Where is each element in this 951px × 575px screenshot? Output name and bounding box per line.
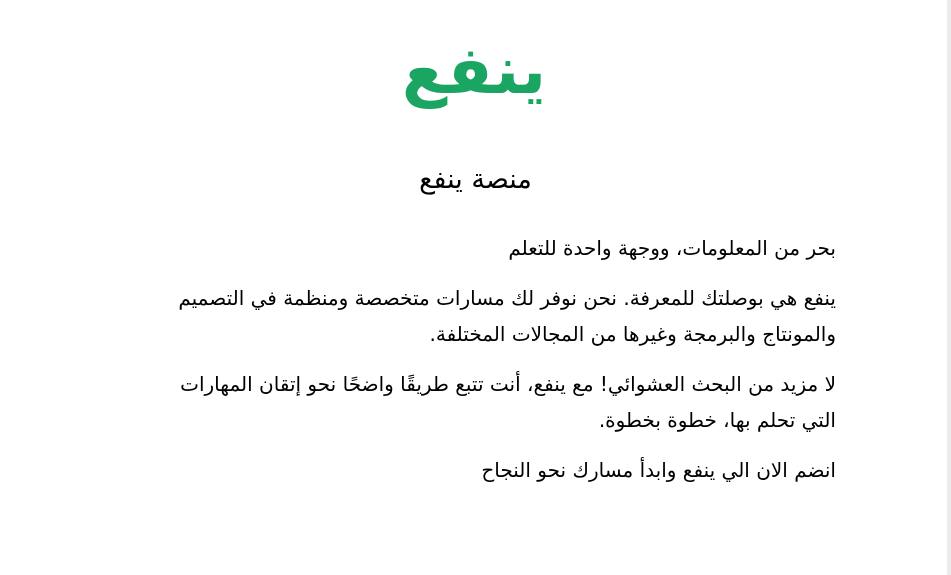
brand-logo [396,28,552,114]
intro-content [160,230,836,502]
intro-benefit: لا مزيد من البحث العشوائي! مع ينفع، أنت تتبع طريقًا واضحًا نحو إتقان المهارات التي تحلم بها، خطوة بخطوة. [180,372,836,432]
intro-call-to-action: انضم الان الي ينفع وابدأ مسارك نحو النجاح [481,458,836,482]
brand-logo-text: ينفع [401,32,547,109]
window-edge [947,0,951,575]
page-title: منصة ينفع [419,164,532,195]
intro-tagline: بحر من المعلومات، ووجهة واحدة للتعلم [508,236,836,260]
intro-description: ينفع هي بوصلتك للمعرفة. نحن نوفر لك مسارات متخصصة ومنظمة في التصميم والمونتاج والبرمجة وغيرها من المجالات المختلفة. [178,286,836,346]
